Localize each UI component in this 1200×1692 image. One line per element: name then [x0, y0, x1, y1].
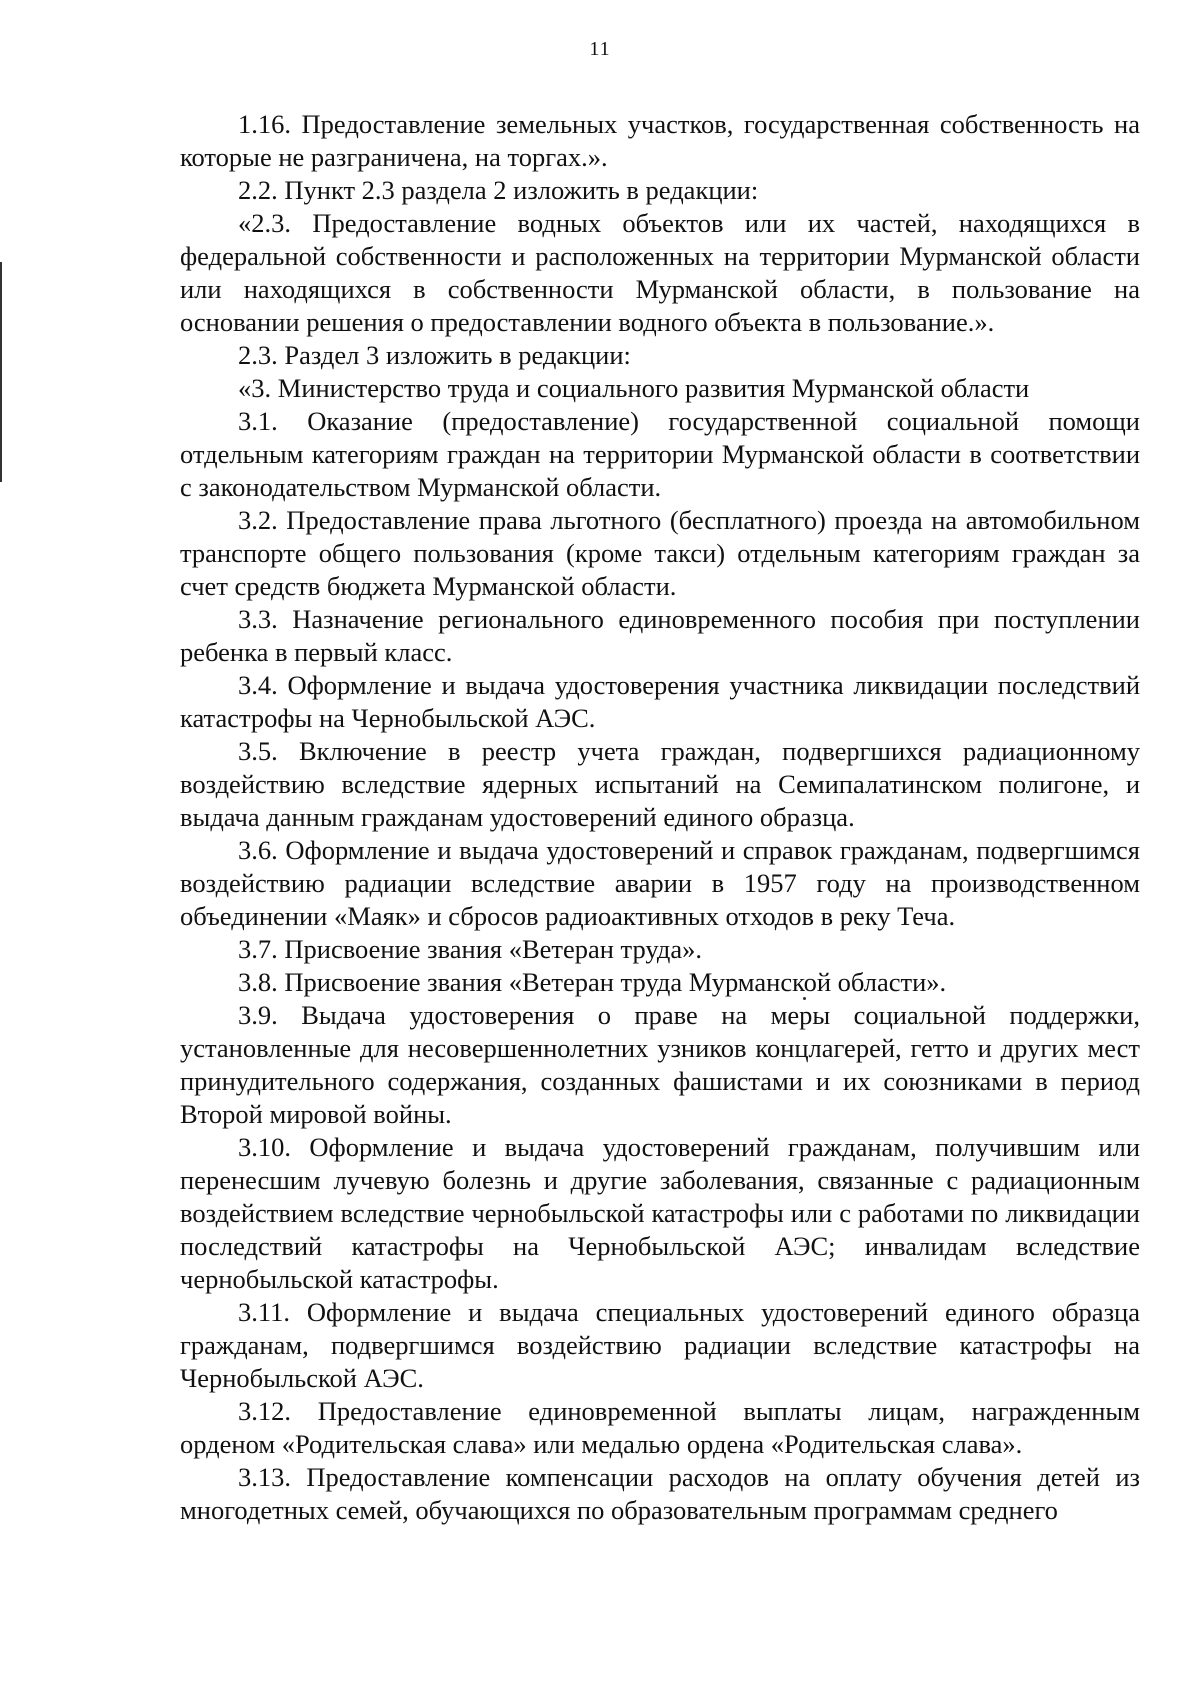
paragraph-2-2: 2.2. Пункт 2.3 раздела 2 изложить в редакции:: [238, 175, 759, 205]
paragraph-3-11: 3.11. Оформление и выдача специальных удостоверений единого образца гражданам, подвергшимся воздействию радиации вследствие катастрофы на Чернобыльской АЭС.: [180, 1297, 1140, 1393]
document-body: [180, 108, 1140, 1527]
paragraph-3-3: 3.3. Назначение регионального единовременного пособия при поступлении ребенка в первый класс.: [180, 604, 1140, 667]
paragraph-2-3: 2.3. Раздел 3 изложить в редакции:: [238, 340, 631, 370]
paragraph-quote-2-3: «2.3. Предоставление водных объектов или их частей, находящихся в федеральной собственности и расположенных на территории Мурманской области или находящихся в собственности Мурманской области, в пользование на основании решения о предоставлении водного объекта в пользование.».: [180, 208, 1140, 337]
section-3-heading: «3. Министерство труда и социального развития Мурманской области: [238, 373, 1030, 403]
paragraph-3-6: 3.6. Оформление и выдача удостоверений и справок гражданам, подвергшимся воздействию радиации вследствие аварии в 1957 году на производственном объединении «Маяк» и сбросов радиоактивных отходов в реку Теча.: [180, 835, 1140, 931]
paragraph-3-8: 3.8. Присвоение звания «Ветеран труда Мурманской области».: [238, 967, 947, 997]
paragraph-3-12: 3.12. Предоставление единовременной выплаты лицам, награжденным орденом «Родительская слава» или медалью ордена «Родительская слава».: [180, 1396, 1140, 1459]
paragraph-3-1: 3.1. Оказание (предоставление) государственной социальной помощи отдельным категориям граждан на территории Мурманской области в соответствии с законодательством Мурманской области.: [180, 406, 1140, 502]
page-number: 11: [589, 38, 611, 60]
paragraph-3-9: 3.9. Выдача удостоверения о праве на меры социальной поддержки, установленные для несовершеннолетних узников концлагерей, гетто и других мест принудительного содержания, созданных фашистами и их союзниками в период Второй мировой войны.: [180, 1000, 1140, 1129]
paragraph-1-16: 1.16. Предоставление земельных участков, государственная собственность на которые не разграничена, на торгах.».: [180, 109, 1140, 172]
paragraph-3-13: 3.13. Предоставление компенсации расходов на оплату обучения детей из многодетных семей, обучающихся по образовательным программам среднего: [180, 1462, 1140, 1525]
paragraph-3-10: 3.10. Оформление и выдача удостоверений гражданам, получившим или перенесшим лучевую болезнь и другие заболевания, связанные с радиационным воздействием вследствие чернобыльской катастрофы или с работами по ликвидации последствий катастрофы на Чернобыльской АЭС; инвалидам вследствие чернобыльской катастрофы.: [180, 1132, 1140, 1294]
paragraph-3-7: 3.7. Присвоение звания «Ветеран труда».: [238, 934, 703, 964]
scan-edge-mark: [0, 262, 2, 482]
paragraph-3-4: 3.4. Оформление и выдача удостоверения участника ликвидации последствий катастрофы на Чернобыльской АЭС.: [180, 670, 1140, 733]
paragraph-3-2: 3.2. Предоставление права льготного (бесплатного) проезда на автомобильном транспорте общего пользования (кроме такси) отдельным категориям граждан за счет средств бюджета Мурманской области.: [180, 505, 1140, 601]
paragraph-3-5: 3.5. Включение в реестр учета граждан, подвергшихся радиационному воздействию вследствие ядерных испытаний на Семипалатинском полигоне, и выдача данным гражданам удостоверений единого образца.: [180, 736, 1140, 832]
